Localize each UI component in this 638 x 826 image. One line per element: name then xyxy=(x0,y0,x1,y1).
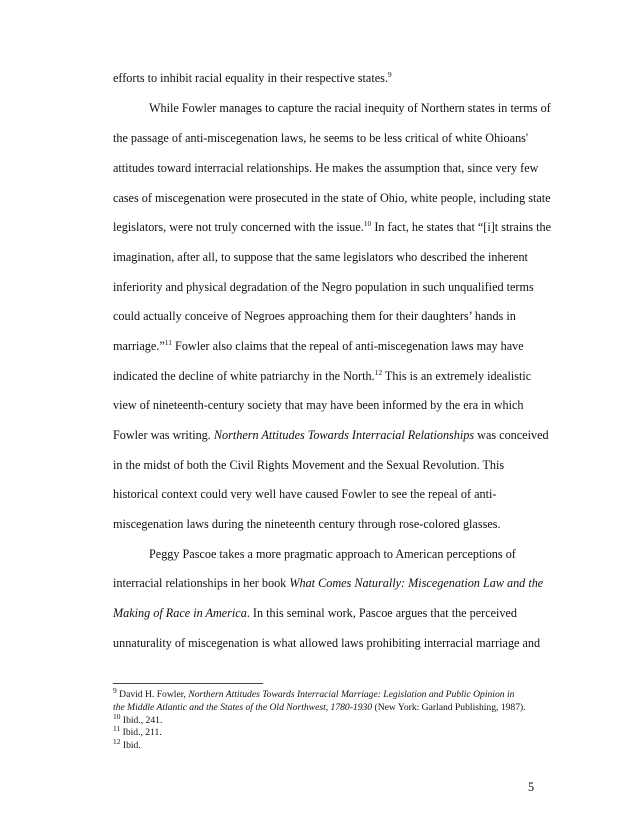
text: marriage.” xyxy=(113,339,165,353)
book-title: Making of Race in America xyxy=(113,606,247,620)
body-line-20: unnaturality of miscegenation is what allowed laws prohibiting interracial marriage and xyxy=(113,636,541,650)
body-line-9: could actually conceive of Negroes approaching them for their daughters’ hands in xyxy=(113,309,516,323)
text: Ibid., 211. xyxy=(120,727,162,738)
text: indicated the decline of white patriarchy in the North. xyxy=(113,369,375,383)
footnote-ref-9[interactable]: 9 xyxy=(387,69,392,79)
text: (New York: Garland Publishing, 1987). xyxy=(372,702,526,713)
body-line-13 xyxy=(113,427,549,443)
body-line-16: miscegenation laws during the nineteenth century through rose-colored glasses. xyxy=(113,517,501,531)
body-line-4: attitudes toward interracial relationships. He makes the assumption that, since very few xyxy=(113,161,539,175)
footnote-11 xyxy=(113,723,553,739)
body-line-6 xyxy=(113,218,551,235)
body-line-5: cases of miscegenation were prosecuted in the state of Ohio, white people, including state xyxy=(113,191,551,205)
body-line-2: While Fowler manages to capture the racial inequity of Northern states in terms of xyxy=(149,101,551,115)
text: Ibid., 241. xyxy=(120,715,163,726)
text: David H. Fowler, xyxy=(116,689,189,700)
page-number: 5 xyxy=(528,780,535,794)
footnote-number: 10 xyxy=(113,711,121,721)
footnote-12 xyxy=(113,736,553,752)
body-line-19 xyxy=(113,605,543,621)
footnote-10 xyxy=(113,711,553,727)
footnote-number: 11 xyxy=(113,723,121,733)
text: interracial relationships in her book xyxy=(113,576,290,590)
text: This is an extremely idealistic xyxy=(382,369,532,383)
body-line-17: Peggy Pascoe takes a more pragmatic approach to American perceptions of xyxy=(149,547,516,561)
text: was conceived xyxy=(474,428,549,442)
text: legislators, were not truly concerned with the issue. xyxy=(113,220,364,234)
text: Ibid. xyxy=(120,740,141,751)
footnote-number: 12 xyxy=(113,736,121,746)
text: . In this seminal work, Pascoe argues that the perceived xyxy=(246,606,518,620)
footnote-9-cont xyxy=(113,702,553,714)
body-line-7: imagination, after all, to suppose that the same legislators who described the inherent xyxy=(113,250,528,264)
citation-title: the Middle Atlantic and the States of the Old Northwest, 1780-1930 xyxy=(113,702,373,713)
body-line-3: the passage of anti-miscegenation laws, he seems to be less critical of white Ohioans' xyxy=(113,131,529,145)
footnote-ref-11[interactable]: 11 xyxy=(164,337,172,347)
body-line-1 xyxy=(113,70,543,86)
book-title: What Comes Naturally: Miscegenation Law and the xyxy=(289,576,544,590)
footnote-ref-10[interactable]: 10 xyxy=(363,218,372,228)
body-line-10 xyxy=(113,338,543,354)
text: Fowler also claims that the repeal of anti-miscegenation laws may have xyxy=(172,339,524,353)
body-line-8: inferiority and physical degradation of the Negro population in such unqualified terms xyxy=(113,280,534,294)
body-line-11 xyxy=(113,368,543,384)
text: efforts to inhibit racial equality in their respective states. xyxy=(113,71,388,85)
body-line-15: historical context could very well have caused Fowler to see the repeal of anti- xyxy=(113,487,497,501)
footnote-separator xyxy=(113,683,263,684)
text: Fowler was writing. xyxy=(113,428,214,442)
book-title: Northern Attitudes Towards Interracial Relationships xyxy=(213,428,475,442)
footnote-ref-12[interactable]: 12 xyxy=(374,367,383,377)
body-line-14: in the midst of both the Civil Rights Movement and the Sexual Revolution. This xyxy=(113,458,505,472)
footnote-number: 9 xyxy=(113,685,117,695)
text: In fact, he states that “[i]t strains the xyxy=(371,220,551,234)
body-line-12: view of nineteenth-century society that may have been informed by the era in which xyxy=(113,398,524,412)
body-line-18 xyxy=(113,575,543,591)
citation-title: Northern Attitudes Towards Interracial Marriage: Legislation and Public Opinion in xyxy=(188,689,515,700)
footnote-9 xyxy=(113,685,553,701)
